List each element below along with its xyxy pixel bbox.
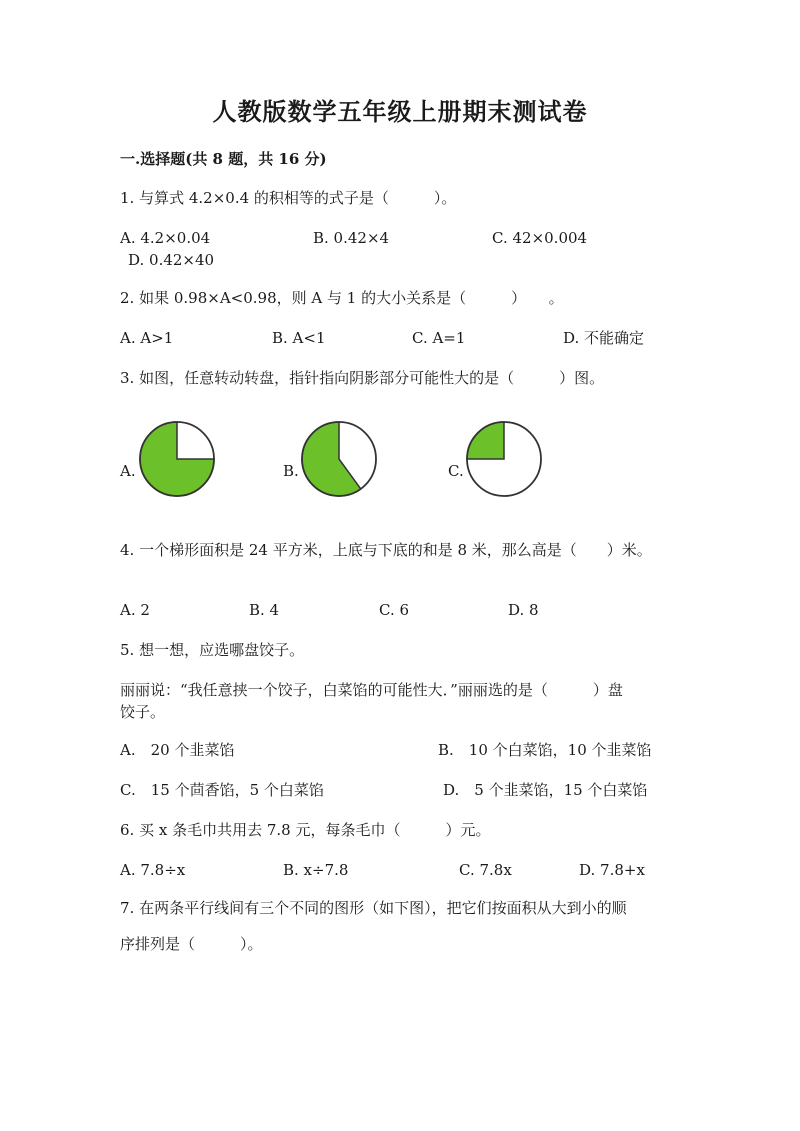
- question-7-stem-line1: 7. 在两条平行线间有三个不同的图形（如下图），把它们按面积从大到小的顺: [120, 899, 627, 917]
- spinner-b-diagram: [300, 420, 378, 498]
- question-5-option-c[interactable]: C. 15 个茴香馅，5 个白菜馅: [120, 781, 324, 799]
- question-1-option-a[interactable]: A. 4.2×0.04: [120, 229, 211, 247]
- question-1-option-b[interactable]: B. 0.42×4: [313, 229, 390, 247]
- question-4-option-b[interactable]: B. 4: [249, 601, 280, 619]
- question-4-stem: 4. 一个梯形面积是 24 平方米，上底与下底的和是 8 米，那么高是（ ）米。: [120, 541, 652, 559]
- question-5-description-line2: 饺子。: [120, 703, 166, 721]
- question-2-option-c[interactable]: C. A=1: [412, 329, 466, 347]
- spinner-b-shaded-slice: [302, 422, 361, 496]
- spinner-a-diagram: [138, 420, 216, 498]
- question-6-option-a[interactable]: A. 7.8÷x: [120, 861, 186, 879]
- question-6-option-c[interactable]: C. 7.8x: [459, 861, 512, 879]
- question-3-option-c[interactable]: C.: [448, 462, 464, 480]
- question-2-option-b[interactable]: B. A<1: [272, 329, 326, 347]
- question-1-option-c[interactable]: C. 42×0.004: [492, 229, 588, 247]
- question-6-option-b[interactable]: B. x÷7.8: [283, 861, 349, 879]
- question-2-stem: 2. 如果 0.98×A<0.98，则 A 与 1 的大小关系是（ ） 。: [120, 289, 564, 307]
- question-1-option-d[interactable]: D. 0.42×40: [128, 251, 215, 269]
- question-5-description-line1: 丽丽说：“我任意挟一个饺子，白菜馅的可能性大．”丽丽选的是（ ）盘: [120, 681, 623, 699]
- question-4-option-c[interactable]: C. 6: [379, 601, 410, 619]
- question-2-option-d[interactable]: D. 不能确定: [563, 329, 645, 347]
- question-3-option-a[interactable]: A.: [120, 462, 136, 480]
- page-title: 人教版数学五年级上册期末测试卷: [212, 97, 588, 126]
- question-1-stem: 1. 与算式 4.2×0.4 的积相等的式子是（ ）。: [120, 189, 457, 207]
- question-2-option-a[interactable]: A. A>1: [120, 329, 174, 347]
- question-5-option-a[interactable]: A. 20 个韭菜馅: [120, 741, 235, 759]
- section-heading: 一.选择题(共 8 题，共 16 分): [120, 150, 327, 168]
- spinner-c-diagram: [465, 420, 543, 498]
- question-5-option-b[interactable]: B. 10 个白菜馅，10 个韭菜馅: [438, 741, 652, 759]
- question-3-stem: 3. 如图，任意转动转盘，指针指向阴影部分可能性大的是（ ）图。: [120, 369, 605, 387]
- question-7-stem-line2: 序排列是（ ）。: [120, 935, 263, 953]
- question-6-option-d[interactable]: D. 7.8+x: [579, 861, 645, 879]
- question-4-option-d[interactable]: D. 8: [508, 601, 539, 619]
- question-3-option-b[interactable]: B.: [283, 462, 299, 480]
- question-4-option-a[interactable]: A. 2: [120, 601, 150, 619]
- question-5-stem: 5. 想一想，应选哪盘饺子。: [120, 641, 305, 659]
- question-6-stem: 6. 买 x 条毛巾共用去 7.8 元，每条毛巾（ ）元。: [120, 821, 491, 839]
- question-5-option-d[interactable]: D. 5 个韭菜馅，15 个白菜馅: [443, 781, 648, 799]
